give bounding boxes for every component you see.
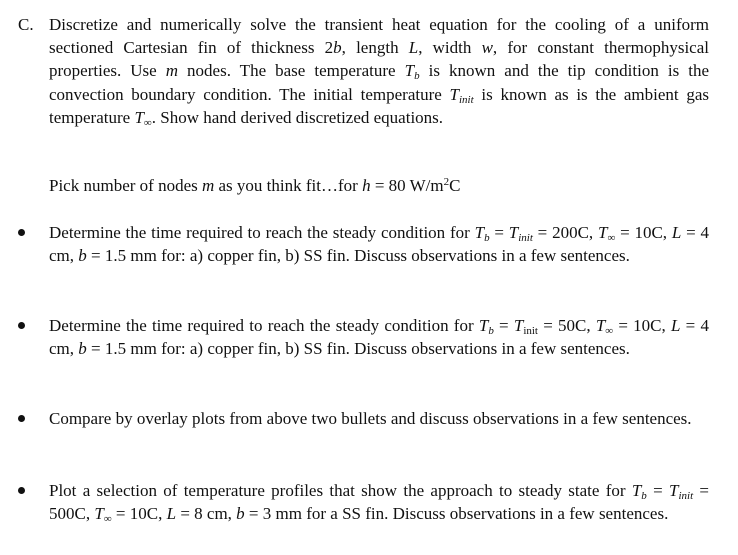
bullet-4-text: Plot a selection of temperature profiles that show the approach to steady state for $T_b = T_{init} = 500C$, $T_\infty = 10C$, L = 8 cm, b = 3 mm for a SS fin. Discuss observations in a few sentences. [49,481,710,526]
bullet-3-marker [18,415,25,422]
bullet-1-marker [18,229,25,236]
bullet-1-text: Determine the time required to reach the steady condition for $T_b = T_{init} = 200C$, $T_\infty = 10C$, L = 4 cm, b = 1.5 mm for: a) copper fin, b) SS fin. Discuss observations in a few sentences. [49,223,710,266]
bullet-3-text: Compare by overlay plots from above two bullets and discuss observations in a few sentences. [49,409,692,428]
bullet-2-marker [18,322,25,329]
pick-nodes-line: Pick number of nodes m as you think fit…for h = 80 $W/m^2C$ [49,176,461,195]
bullet-2-text: Determine the time required to reach the steady condition for $T_b = T_{init} = 50C$, $T_\infty = 10C$, L = 4 cm, b = 1.5 mm for: a) copper fin, b) SS fin. Discuss observations in a few sentences. [49,316,709,359]
problem-label: C. [18,15,34,34]
problem-statement: Discretize and numerically solve the transient heat equation for the cooling of a uniform sectioned Cartesian fin of thickness 2b, length L, width w, for constant thermophysical properties. Use m nodes. The base temperature $T_b$ is known and the tip condition is the convection boundary condition. The initial temperature $T_{init}$ is known as is the ambient gas temperature $T_\infty$. Show hand derived discretized equations. [49,15,710,129]
bullet-4-marker [18,487,25,494]
